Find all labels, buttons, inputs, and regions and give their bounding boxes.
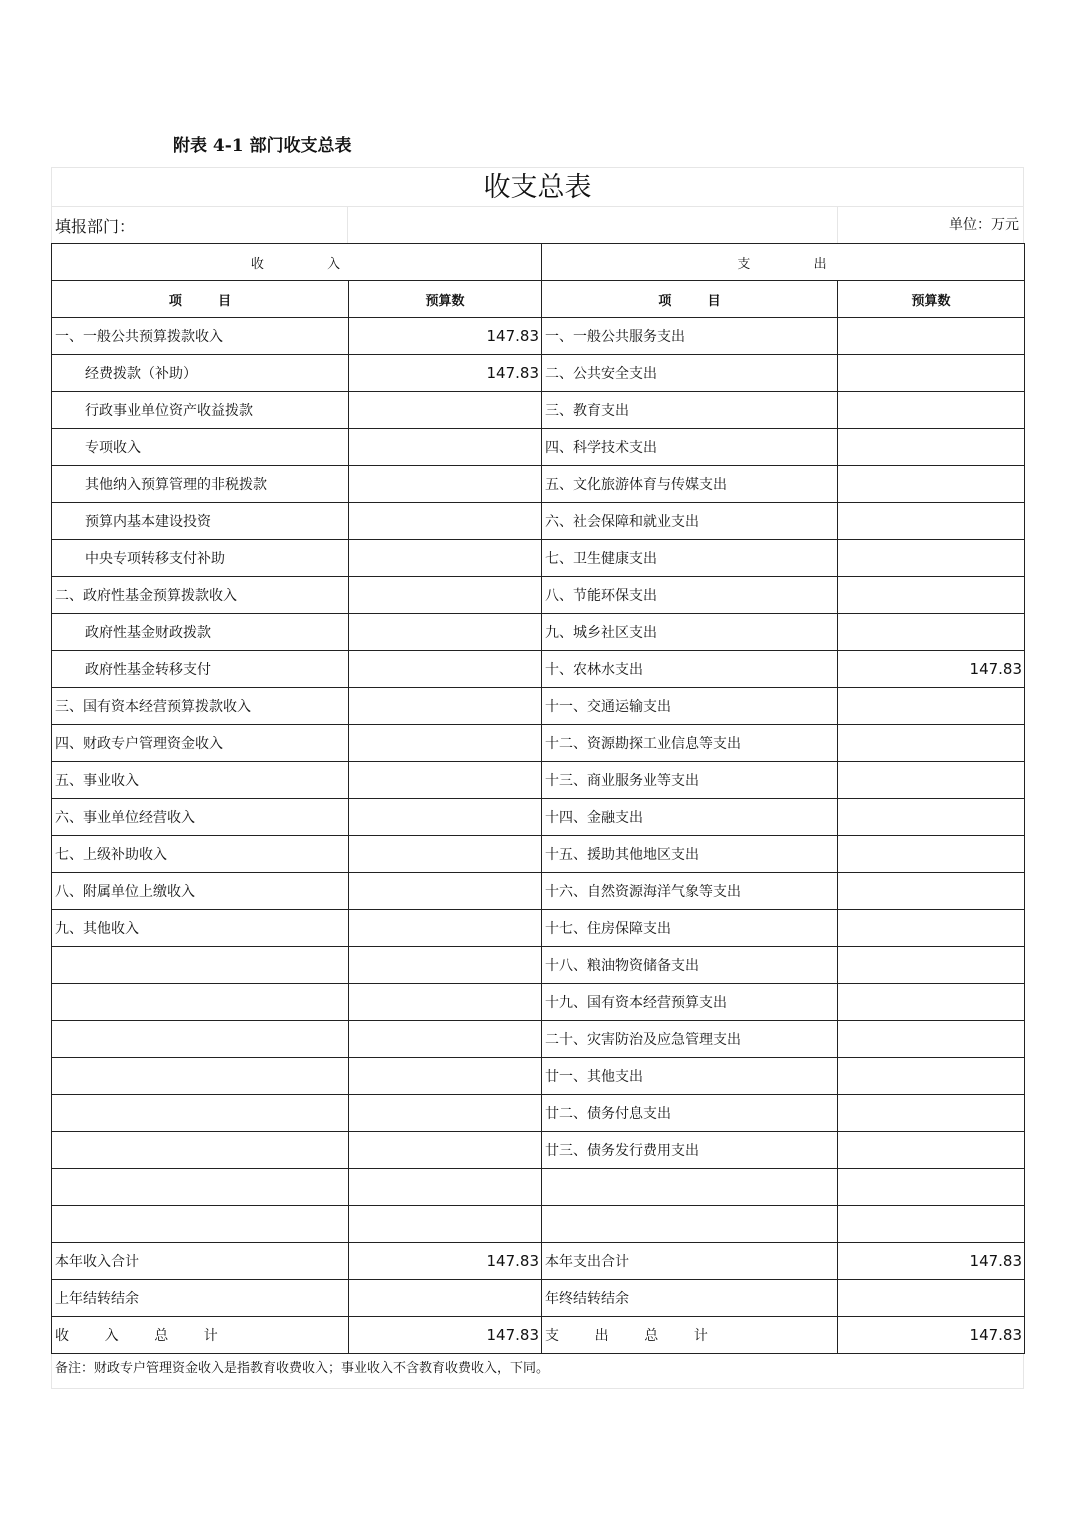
income-item-cell: 政府性基金转移支付 — [52, 651, 349, 688]
income-budget-cell — [349, 392, 542, 429]
income-item-cell: 收 入 总 计 — [52, 1317, 349, 1354]
table-row — [52, 762, 1025, 799]
table-row — [52, 429, 1025, 466]
income-item-cell — [52, 1095, 349, 1132]
table-row — [52, 466, 1025, 503]
expense-item-cell: 廿三、债务发行费用支出 — [542, 1132, 838, 1169]
table-row — [52, 1058, 1025, 1095]
income-item-cell: 四、财政专户管理资金收入 — [52, 725, 349, 762]
expense-item-cell: 十八、粮油物资储备支出 — [542, 947, 838, 984]
expense-item-cell: 五、文化旅游体育与传媒支出 — [542, 466, 838, 503]
expense-budget-cell — [838, 1095, 1025, 1132]
table-row — [52, 392, 1025, 429]
income-item-header: 项 目 — [52, 281, 349, 318]
expense-budget-cell — [838, 614, 1025, 651]
income-item-cell — [52, 1132, 349, 1169]
income-item-cell: 专项收入 — [52, 429, 349, 466]
expense-item-cell: 廿一、其他支出 — [542, 1058, 838, 1095]
income-item-cell: 六、事业单位经营收入 — [52, 799, 349, 836]
table-row — [52, 799, 1025, 836]
income-budget-cell — [349, 1169, 542, 1206]
expense-item-header: 项 目 — [542, 281, 838, 318]
expense-item-cell: 十一、交通运输支出 — [542, 688, 838, 725]
expense-budget-cell — [838, 799, 1025, 836]
income-budget-cell — [349, 429, 542, 466]
table-row — [52, 1132, 1025, 1169]
income-budget-cell — [349, 577, 542, 614]
expense-budget-cell — [838, 1169, 1025, 1206]
budget-table — [51, 243, 1025, 1354]
income-item-cell: 二、政府性基金预算拨款收入 — [52, 577, 349, 614]
expense-item-cell: 年终结转结余 — [542, 1280, 838, 1317]
expense-item-cell: 八、节能环保支出 — [542, 577, 838, 614]
income-item-cell: 九、其他收入 — [52, 910, 349, 947]
table-row — [52, 873, 1025, 910]
expense-item-cell: 十二、资源勘探工业信息等支出 — [542, 725, 838, 762]
table-row — [52, 1169, 1025, 1206]
expense-item-cell: 十、农林水支出 — [542, 651, 838, 688]
income-budget-cell — [349, 910, 542, 947]
dept-label: 填报部门： — [52, 207, 348, 243]
expense-budget-cell — [838, 688, 1025, 725]
income-budget-cell: 147.83 — [349, 355, 542, 392]
expense-item-cell: 七、卫生健康支出 — [542, 540, 838, 577]
income-budget-header: 预算数 — [349, 281, 542, 318]
income-item-cell — [52, 1169, 349, 1206]
income-item-cell — [52, 1021, 349, 1058]
income-budget-cell — [349, 651, 542, 688]
income-item-cell: 其他纳入预算管理的非税拨款 — [52, 466, 349, 503]
expense-budget-cell — [838, 429, 1025, 466]
expense-budget-cell — [838, 1021, 1025, 1058]
income-budget-cell — [349, 1095, 542, 1132]
income-item-cell: 八、附属单位上缴收入 — [52, 873, 349, 910]
expense-budget-cell — [838, 1058, 1025, 1095]
income-item-cell — [52, 984, 349, 1021]
expense-item-cell: 二、公共安全支出 — [542, 355, 838, 392]
income-budget-cell — [349, 688, 542, 725]
expense-item-cell: 一、一般公共服务支出 — [542, 318, 838, 355]
income-item-cell: 上年结转结余 — [52, 1280, 349, 1317]
dept-value-cell — [349, 207, 838, 243]
income-item-cell: 本年收入合计 — [52, 1243, 349, 1280]
income-budget-cell — [349, 984, 542, 1021]
expense-item-cell: 十六、自然资源海洋气象等支出 — [542, 873, 838, 910]
expense-item-cell: 十七、住房保障支出 — [542, 910, 838, 947]
expense-item-cell: 本年支出合计 — [542, 1243, 838, 1280]
table-row — [52, 1280, 1025, 1317]
income-budget-cell — [349, 503, 542, 540]
income-budget-cell — [349, 873, 542, 910]
expense-budget-cell — [838, 947, 1025, 984]
unit-label: 单位：万元 — [949, 217, 1019, 233]
expense-budget-cell — [838, 1206, 1025, 1243]
table-row — [52, 318, 1025, 355]
income-item-cell: 七、上级补助收入 — [52, 836, 349, 873]
expense-item-cell: 六、社会保障和就业支出 — [542, 503, 838, 540]
expense-budget-cell — [838, 1132, 1025, 1169]
income-item-cell: 三、国有资本经营预算拨款收入 — [52, 688, 349, 725]
section-header-row — [52, 244, 1025, 281]
income-budget-cell: 147.83 — [349, 1317, 542, 1354]
expense-item-cell: 廿二、债务付息支出 — [542, 1095, 838, 1132]
expense-item-cell: 支 出 总 计 — [542, 1317, 838, 1354]
table-row — [52, 503, 1025, 540]
sheet-title: 收支总表 — [51, 167, 1024, 206]
expense-item-cell: 四、科学技术支出 — [542, 429, 838, 466]
expense-budget-cell — [838, 577, 1025, 614]
expense-item-cell: 十五、援助其他地区支出 — [542, 836, 838, 873]
income-item-cell: 政府性基金财政拨款 — [52, 614, 349, 651]
expense-budget-cell: 147.83 — [838, 1243, 1025, 1280]
table-row — [52, 984, 1025, 1021]
income-budget-cell — [349, 540, 542, 577]
table-row — [52, 1243, 1025, 1280]
table-row — [52, 910, 1025, 947]
table-row — [52, 1095, 1025, 1132]
expense-budget-cell — [838, 392, 1025, 429]
income-budget-cell: 147.83 — [349, 318, 542, 355]
table-row — [52, 1206, 1025, 1243]
expense-budget-cell — [838, 355, 1025, 392]
expense-budget-cell — [838, 984, 1025, 1021]
income-expense-sheet — [51, 167, 1024, 1389]
income-item-cell: 行政事业单位资产收益拨款 — [52, 392, 349, 429]
footnote: 备注：财政专户管理资金收入是指教育收费收入；事业收入不含教育收费收入，下同。 — [51, 1354, 1024, 1389]
table-row — [52, 614, 1025, 651]
page-label: 附表 4-1 部门收支总表 — [173, 136, 352, 156]
table-row — [52, 836, 1025, 873]
income-budget-cell — [349, 947, 542, 984]
income-budget-cell — [349, 836, 542, 873]
expense-budget-cell — [838, 762, 1025, 799]
expense-section-header: 支 出 — [542, 244, 1025, 281]
expense-budget-cell — [838, 1280, 1025, 1317]
expense-item-cell — [542, 1206, 838, 1243]
table-row — [52, 651, 1025, 688]
table-row — [52, 1317, 1025, 1354]
income-budget-cell — [349, 725, 542, 762]
income-budget-cell — [349, 799, 542, 836]
income-budget-cell — [349, 1132, 542, 1169]
income-budget-cell — [349, 466, 542, 503]
income-budget-cell — [349, 1058, 542, 1095]
table-row — [52, 355, 1025, 392]
expense-item-cell: 二十、灾害防治及应急管理支出 — [542, 1021, 838, 1058]
income-budget-cell — [349, 614, 542, 651]
expense-budget-cell — [838, 318, 1025, 355]
income-budget-cell — [349, 1021, 542, 1058]
expense-item-cell: 九、城乡社区支出 — [542, 614, 838, 651]
expense-item-cell — [542, 1169, 838, 1206]
income-budget-cell — [349, 1280, 542, 1317]
expense-budget-cell — [838, 836, 1025, 873]
table-row — [52, 577, 1025, 614]
expense-item-cell: 十九、国有资本经营预算支出 — [542, 984, 838, 1021]
income-item-cell: 预算内基本建设投资 — [52, 503, 349, 540]
expense-budget-cell — [838, 466, 1025, 503]
table-row — [52, 688, 1025, 725]
table-row — [52, 1021, 1025, 1058]
table-row — [52, 725, 1025, 762]
expense-budget-cell: 147.83 — [838, 651, 1025, 688]
column-header-row — [52, 281, 1025, 318]
expense-budget-cell — [838, 503, 1025, 540]
income-item-cell: 一、一般公共预算拨款收入 — [52, 318, 349, 355]
expense-budget-cell — [838, 910, 1025, 947]
expense-budget-header: 预算数 — [838, 281, 1025, 318]
income-budget-cell — [349, 762, 542, 799]
expense-budget-cell: 147.83 — [838, 1317, 1025, 1354]
income-budget-cell: 147.83 — [349, 1243, 542, 1280]
expense-item-cell: 十四、金融支出 — [542, 799, 838, 836]
income-item-cell — [52, 947, 349, 984]
income-item-cell: 经费拨款（补助） — [52, 355, 349, 392]
table-row — [52, 540, 1025, 577]
expense-budget-cell — [838, 540, 1025, 577]
info-row — [51, 206, 1024, 243]
income-item-cell: 中央专项转移支付补助 — [52, 540, 349, 577]
income-item-cell — [52, 1206, 349, 1243]
expense-item-cell: 三、教育支出 — [542, 392, 838, 429]
table-row — [52, 947, 1025, 984]
income-section-header: 收 入 — [52, 244, 542, 281]
expense-budget-cell — [838, 725, 1025, 762]
income-budget-cell — [349, 1206, 542, 1243]
income-item-cell: 五、事业收入 — [52, 762, 349, 799]
expense-item-cell: 十三、商业服务业等支出 — [542, 762, 838, 799]
expense-budget-cell — [838, 873, 1025, 910]
income-item-cell — [52, 1058, 349, 1095]
